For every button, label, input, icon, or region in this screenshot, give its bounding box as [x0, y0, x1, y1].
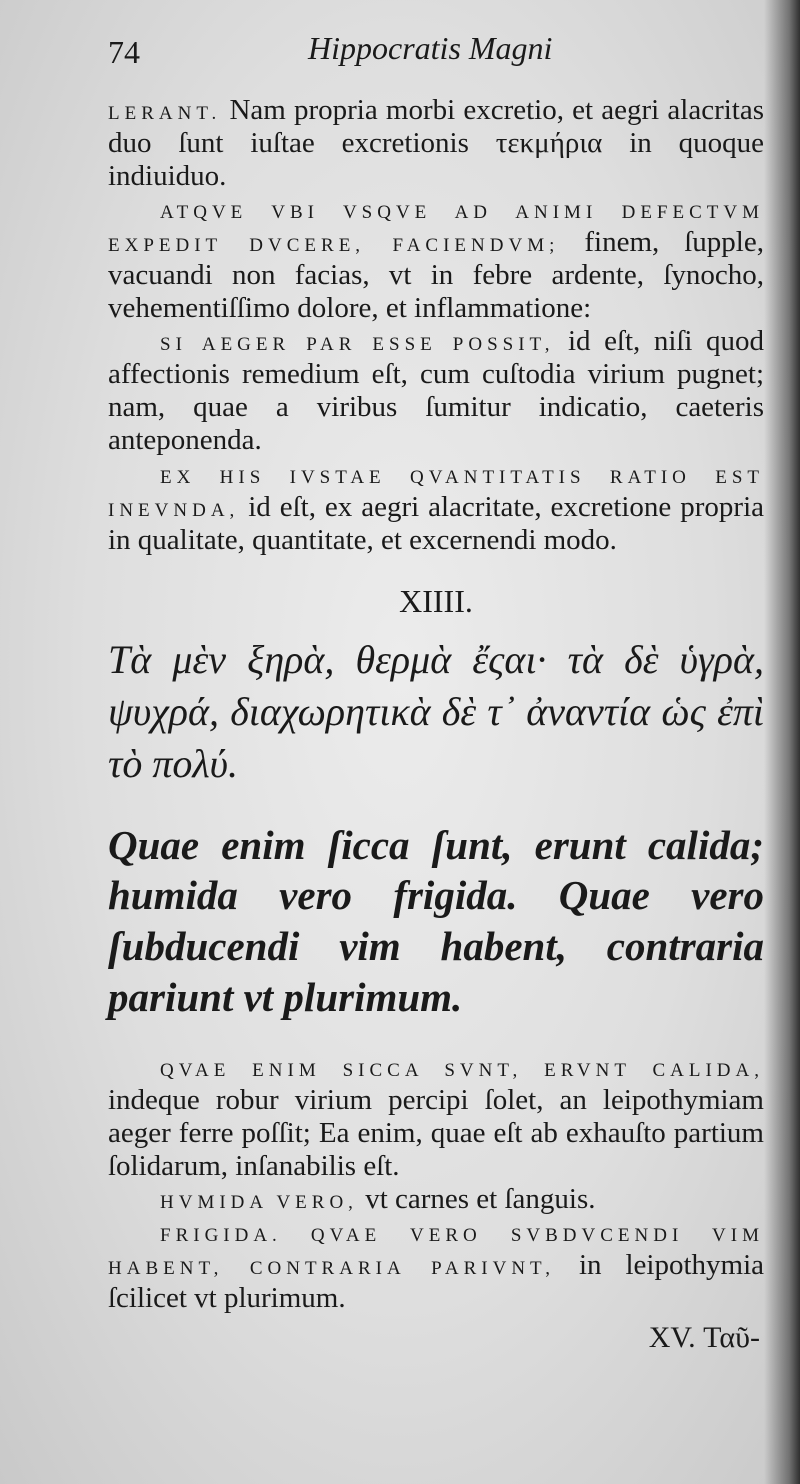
- running-head: Hippocratis Magni: [308, 30, 553, 66]
- paragraph-text: id eſt, niſi quod affectionis remedium eſt, cum cuſtodia virium pugnet; nam, quae a viribus ſumitur indicatio, caeteris anteponenda.: [108, 325, 764, 457]
- paragraph-text: Nam propria morbi excretio, et aegri alacritas duo ſunt iuſtae excretionis τεκμήρια in quoque indiuiduo.: [108, 94, 764, 193]
- paragraph-5: [108, 1051, 764, 1183]
- page-content: [108, 22, 764, 1355]
- paragraph-3: [108, 325, 764, 457]
- greek-aphorism: Τὰ μὲν ξηρὰ, θερμὰ ἔςαι· τὰ δὲ ὑγρὰ, ψυχρά, διαχωρητικὰ δὲ τ᾽ ἀναντία ὡς ἐπὶ τὸ πολύ.: [108, 636, 764, 786]
- latin-translation: Quae enim ſicca ſunt, erunt calida; humida vero frigida. Quae vero ſubducendi vim habent, contraria pariunt vt plurimum.: [108, 821, 764, 1021]
- page-number: 74: [108, 34, 140, 70]
- paragraph-4: [108, 458, 764, 557]
- section-number: XIIII.: [399, 582, 473, 619]
- small-caps-lemma: HVMIDA VERO,: [160, 1192, 358, 1214]
- small-caps-lemma: ATQVE VBI VSQVE AD ANIMI DEFECTVM EXPEDIT DVCERE, FACIENDVM;: [108, 202, 764, 257]
- small-caps-lemma: FRIGIDA. QVAE VERO SVBDVCENDI VIM HABENT, CONTRARIA PARIVNT,: [108, 1225, 764, 1280]
- paragraph-6: [108, 1183, 764, 1216]
- paragraph-2: [108, 193, 764, 325]
- paragraph-7: [108, 1216, 764, 1315]
- paragraph-text: in leipothymia ſcilicet vt plurimum.: [108, 1249, 764, 1315]
- paragraph-text: id eſt, ex aegri alacritate, excretione propria in qualitate, quantitate, et excernendi modo.: [108, 490, 764, 556]
- small-caps-lemma: LERANT.: [108, 103, 222, 124]
- small-caps-lemma: QVAE ENIM SICCA SVNT, ERVNT CALIDA,: [160, 1059, 764, 1081]
- paragraph-text: vt carnes et ſanguis.: [357, 1183, 596, 1216]
- page-edge-shadow: [764, 0, 800, 1484]
- paragraph-1: [108, 94, 764, 193]
- paragraph-text: indeque robur virium percipi ſolet, an leipothymiam aeger ferre poſſit; Ea enim, quae eſt ab exhauſto partium ſolidarum, inſanabilis eſt.: [108, 1084, 764, 1183]
- page-header: [108, 22, 764, 94]
- small-caps-lemma: EX HIS IVSTAE QVANTITATIS RATIO EST INEVNDA,: [108, 466, 764, 521]
- catchword: XV. Ταῦ-: [648, 1321, 760, 1355]
- small-caps-lemma: SI AEGER PAR ESSE POSSIT,: [160, 334, 555, 356]
- paragraph-text: finem, ſupple, vacuandi non facias, vt in febre ardente, ſynocho, vehementiſſimo dolore, et inflammatione:: [108, 226, 764, 325]
